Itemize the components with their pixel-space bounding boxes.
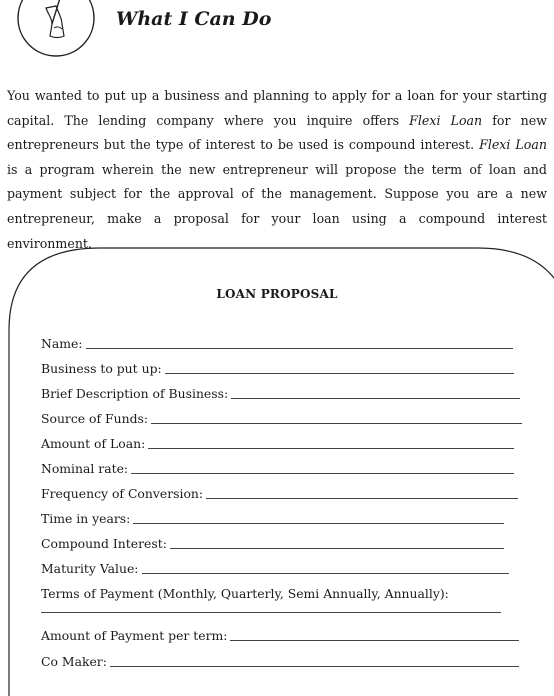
business-description-field[interactable] [41, 381, 520, 401]
section-title: What I Can Do [116, 8, 272, 30]
nominal-rate-line[interactable] [131, 473, 514, 474]
terms-of-payment-label: Terms of Payment (Monthly, Quarterly, Semi Annually, Annually): [41, 586, 449, 601]
time-in-years-line[interactable] [133, 523, 504, 524]
payment-per-term-field[interactable] [41, 623, 519, 643]
business-label: Business to put up: [41, 361, 162, 376]
nominal-rate-label: Nominal rate: [41, 461, 129, 476]
maturity-value-field[interactable] [41, 556, 509, 576]
business-field[interactable] [41, 356, 514, 376]
business-description-label: Brief Description of Business: [41, 386, 229, 401]
payment-per-term-label: Amount of Payment per term: [41, 628, 228, 643]
co-maker-line[interactable] [110, 666, 519, 667]
loan-amount-line[interactable] [148, 448, 514, 449]
loan-amount-label: Amount of Loan: [41, 436, 146, 451]
conversion-frequency-line[interactable] [206, 498, 518, 499]
compound-interest-field[interactable] [41, 531, 504, 551]
loan-proposal-title: LOAN PROPOSAL [216, 287, 338, 301]
business-description-line[interactable] [231, 398, 520, 399]
time-in-years-label: Time in years: [41, 511, 131, 526]
conversion-frequency-label: Frequency of Conversion: [41, 486, 204, 501]
hand-writing-icon [16, 0, 96, 58]
co-maker-label: Co Maker: [41, 654, 107, 669]
flexi-loan-term: Flexi Loan [479, 137, 547, 153]
nominal-rate-field[interactable] [41, 456, 514, 476]
compound-interest-label: Compound Interest: [41, 536, 167, 551]
source-of-funds-line[interactable] [151, 423, 522, 424]
terms-of-payment-field [41, 581, 521, 601]
name-line[interactable] [86, 348, 514, 349]
name-field[interactable] [41, 331, 513, 351]
source-of-funds-label: Source of Funds: [41, 411, 149, 426]
time-in-years-field[interactable] [41, 506, 504, 526]
source-of-funds-field[interactable] [41, 406, 522, 426]
conversion-frequency-field[interactable] [41, 481, 518, 501]
maturity-value-label: Maturity Value: [41, 561, 139, 576]
compound-interest-line[interactable] [170, 548, 504, 549]
payment-per-term-line[interactable] [230, 640, 519, 641]
name-label: Name: [41, 336, 83, 351]
flexi-loan-term: Flexi Loan [409, 112, 483, 128]
co-maker-field[interactable] [41, 649, 519, 669]
business-line[interactable] [165, 373, 514, 374]
maturity-value-line[interactable] [142, 573, 510, 574]
terms-of-payment-line[interactable] [41, 612, 501, 613]
intro-paragraph: You wanted to put up a business and planning to apply for a loan for your starting capital. The lending company where you inquire offers Flexi Loan for new entrepreneurs but the type of interest to be used is compound interest. Flexi Loan is a program wherein the new entrepreneur will propose the term of loan and payment subject for the approval of the management. Suppose you are a new entrepreneur, make a proposal for your loan using a compound interest environment. [7, 88, 547, 251]
loan-amount-field[interactable] [41, 431, 514, 451]
